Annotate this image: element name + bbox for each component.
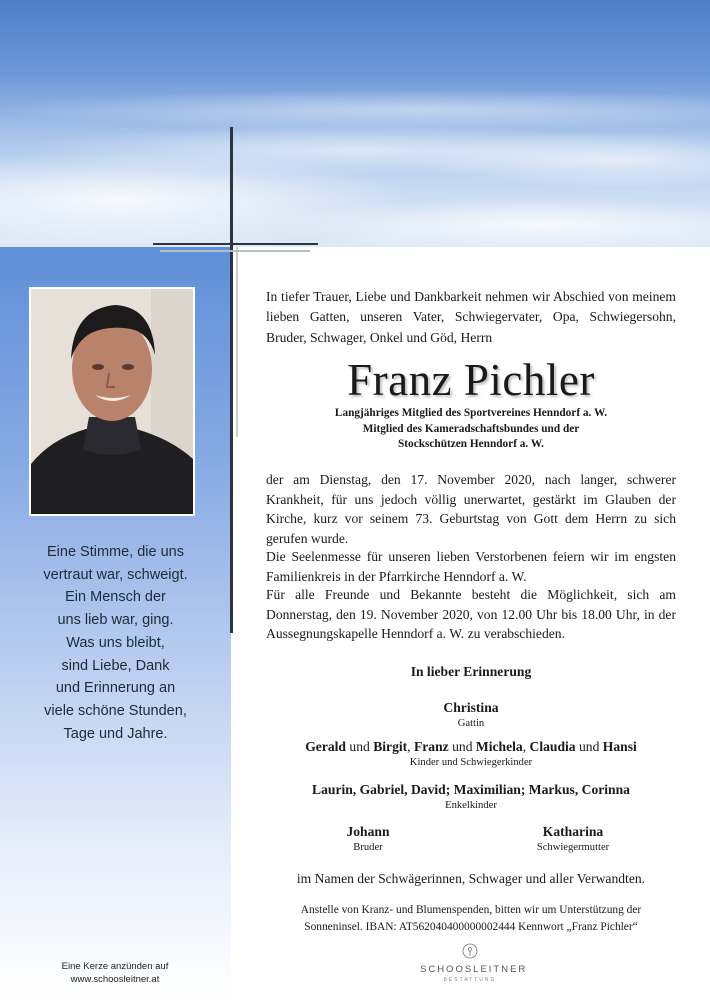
mother-in-law-role: Schwiegermutter [536, 842, 610, 853]
funeral-home-logo [420, 943, 528, 984]
cross-horizontal-shadow [160, 250, 310, 252]
membership-line: Langjähriges Mitglied des Sportvereines Henndorf a. W. [334, 407, 608, 419]
name-separator: und [448, 739, 476, 754]
deceased-name: Franz Pichler [347, 355, 595, 405]
child-name: Michela [475, 739, 523, 754]
name-separator: , [407, 739, 414, 754]
intro-text: In tiefer Trauer, Liebe und Dankbarkeit nehmen wir Abschied von meinem lieben Gatten, unseren Vater, Schwiegervater, Opa, Schwiegersohn, Bruder, Schwager, Onkel und Göd, Herrn [266, 289, 676, 345]
child-name: Hansi [602, 739, 637, 754]
memorial-poem [18, 541, 213, 745]
mourner-wife [250, 699, 692, 731]
membership-line: Stockschützen Henndorf a. W. [398, 438, 544, 450]
cross-vertical-shadow [236, 247, 238, 437]
relatives-line: im Namen der Schwägerinnen, Schwager und aller Verwandten. [296, 871, 646, 886]
portrait-photo [29, 287, 195, 516]
grandchildren-role: Enkelkinder [445, 800, 497, 811]
donation-line: Sonneninsel. IBAN: AT562040400000002444 Kennwort „Franz Pichler“ [304, 920, 638, 933]
farewell-paragraph: Für alle Freunde und Bekannte besteht die Möglichkeit, sich am Donnerstag, den 19. November 2020, von 12.00 Uhr bis 18.00 Uhr, in der Aussegnungskapelle Henndorf a. W. zu verabschieden. [266, 587, 676, 642]
poem-line: sind Liebe, Dank [61, 657, 170, 674]
wife-name: Christina [443, 700, 499, 715]
poem-line: vertraut war, schweigt. [43, 566, 188, 583]
mourner-brother [298, 823, 438, 855]
name-separator: und [575, 739, 603, 754]
child-name: Birgit [373, 739, 408, 754]
poem-line: Eine Stimme, die uns [46, 544, 184, 560]
candle-link[interactable]: www.schoosleitner.at [70, 974, 160, 985]
mother-in-law-name: Katharina [542, 824, 604, 839]
child-name: Gerald [305, 739, 346, 754]
mourner-mother-in-law [503, 823, 643, 855]
poem-line: uns lieb war, ging. [57, 612, 174, 629]
logo-subtitle: BESTATTUNG [443, 977, 497, 983]
child-name: Franz [413, 739, 449, 754]
wife-role: Gattin [457, 718, 485, 729]
brother-name: Johann [346, 824, 390, 839]
poem-line: und Erinnerung an [55, 680, 176, 697]
sky-header-image [0, 0, 710, 247]
mass-paragraph: Die Seelenmesse für unseren lieben Verstorbenen feiern wir im engsten Familienkreis in der Pfarrkirche Henndorf a. W. [266, 549, 676, 584]
candle-text: Eine Kerze anzünden auf [61, 961, 169, 972]
rose-icon [462, 943, 478, 959]
grandchildren-names: Laurin, Gabriel, David; Maximilian; Markus, Corinna [312, 782, 630, 797]
mourner-grandchildren [250, 781, 692, 813]
mourner-children [250, 738, 692, 770]
poem-line: Tage und Jahre. [63, 725, 168, 742]
logo-name: SCHOOSLEITNER [420, 964, 528, 975]
poem-line: viele schöne Stunden, [44, 702, 187, 719]
portrait-figure [31, 289, 193, 514]
poem-line: Ein Mensch der [65, 589, 166, 606]
children-names [250, 738, 692, 755]
death-notice-paragraph: der am Dienstag, den 17. November 2020, nach langer, schwerer Krankheit, für uns jedoch völlig unerwartet, gestärkt im Glauben der Kirche, kurz vor seinem 73. Geburtstag von Gott dem Herrn zu sich gerufen wurde. [266, 472, 676, 547]
membership-line: Mitglied des Kameradschaftsbundes und der [362, 422, 580, 435]
cross-vertical-beam [230, 127, 233, 633]
name-separator: und [346, 739, 374, 754]
donation-line: Anstelle von Kranz- und Blumenspenden, bitten wir um Unterstützung der [300, 904, 642, 916]
closing-heading: In lieber Erinnerung [410, 664, 532, 679]
child-name: Claudia [529, 739, 576, 754]
children-role: Kinder und Schwiegerkinder [409, 757, 533, 768]
donation-notice [250, 902, 692, 935]
candle-notice [40, 960, 190, 986]
poem-line: Was uns bleibt, [66, 634, 165, 651]
name-separator: , [522, 739, 530, 754]
memberships [266, 406, 676, 453]
cross-horizontal-beam [153, 243, 318, 245]
brother-role: Bruder [353, 842, 383, 853]
